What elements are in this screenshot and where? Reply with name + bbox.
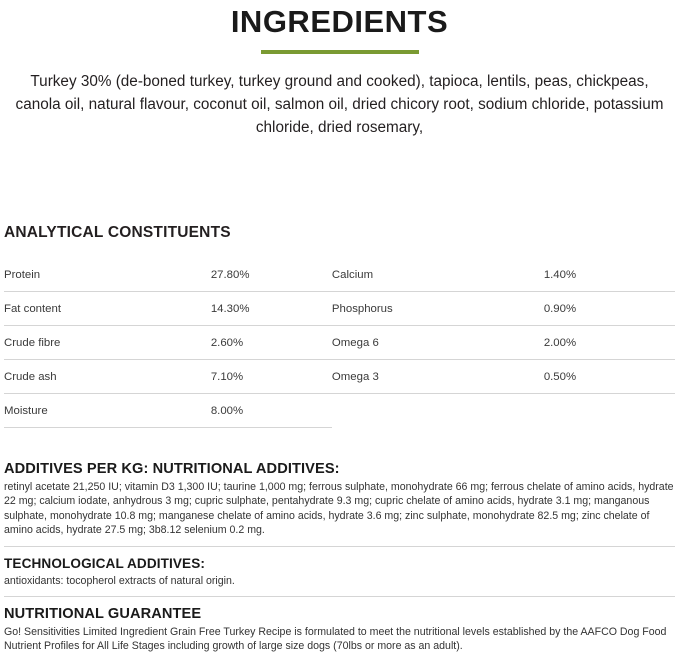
nutrient-value: 8.00% [211,394,332,428]
nutrient-name: Crude fibre [4,326,211,360]
nutrient-name: Fat content [4,292,211,326]
table-row [4,360,675,394]
technological-additives-heading: TECHNOLOGICAL ADDITIVES: [4,555,206,571]
nutritional-additives-text: retinyl acetate 21,250 IU; vitamin D3 1,300 IU; taurine 1,000 mg; ferrous sulphate, monohydrate 66 mg; ferrous chelate of amino acids, hydrate 22 mg; calcium iodate, anhydrous 3 mg; cupric sulphate, pentahydrate 9.3 mg; cupric chelate of amino acids, hydrate 3.1 mg; manganous sulphate, monohydrate 10.8 mg; manganese chelate of amino acids, hydrate 3.6 mg; zinc sulphate, monohydrate 82.5 mg; zinc chelate of amino acids, hydrate 27.5 mg; 3b8.12 selenium 0.2 mg. [4,481,674,537]
nutritional-guarantee-section [4,597,675,654]
nutrient-name-empty [332,394,544,428]
nutrient-value: 1.40% [544,258,675,292]
nutrient-value: 2.00% [544,326,675,360]
analytical-constituents-section [0,224,679,428]
nutritional-guarantee-text: Go! Sensitivities Limited Ingredient Grain Free Turkey Recipe is formulated to meet the nutritional levels established by the AAFCO Dog Food Nutrient Profiles for All Life Stages including growth of large size dogs (70lbs or more as an adult). [4,626,667,653]
nutrient-value: 2.60% [211,326,332,360]
table-row [4,326,675,360]
nutrient-name: Calcium [332,258,544,292]
nutrient-name: Protein [4,258,211,292]
nutritional-guarantee-heading: NUTRITIONAL GUARANTEE [4,606,202,623]
page-title: INGREDIENTS [230,4,449,39]
nutrient-name: Omega 6 [332,326,544,360]
ingredients-paragraph: Turkey 30% (de-boned turkey, turkey ground and cooked), tapioca, lentils, peas, chickpeas, canola oil, natural flavour, coconut oil, salmon oil, dried chicory root, sodium chloride, potassium chloride, dried rosemary, [15,73,664,136]
technological-additives-text: antioxidants: tocopherol extracts of natural origin. [4,574,235,587]
technological-additives-section [4,547,675,588]
table-row [4,394,675,428]
analytical-constituents-heading: ANALYTICAL CONSTITUENTS [4,224,231,241]
analytical-constituents-table [4,258,675,428]
nutritional-additives-section [4,452,675,538]
lower-sections [0,452,679,654]
nutrient-name: Omega 3 [332,360,544,394]
nutrient-name: Phosphorus [332,292,544,326]
nutrient-value: 7.10% [211,360,332,394]
nutrient-value: 0.50% [544,360,675,394]
nutrient-value: 27.80% [211,258,332,292]
nutrient-value: 14.30% [211,292,332,326]
nutritional-additives-heading: ADDITIVES PER KG: NUTRITIONAL ADDITIVES: [4,461,340,477]
title-underline-rule [261,50,419,54]
table-row [4,258,675,292]
nutrient-value-empty [544,394,675,428]
nutrient-name: Crude ash [4,360,211,394]
nutrient-name: Moisture [4,394,211,428]
table-row [4,292,675,326]
nutrient-value: 0.90% [544,292,675,326]
